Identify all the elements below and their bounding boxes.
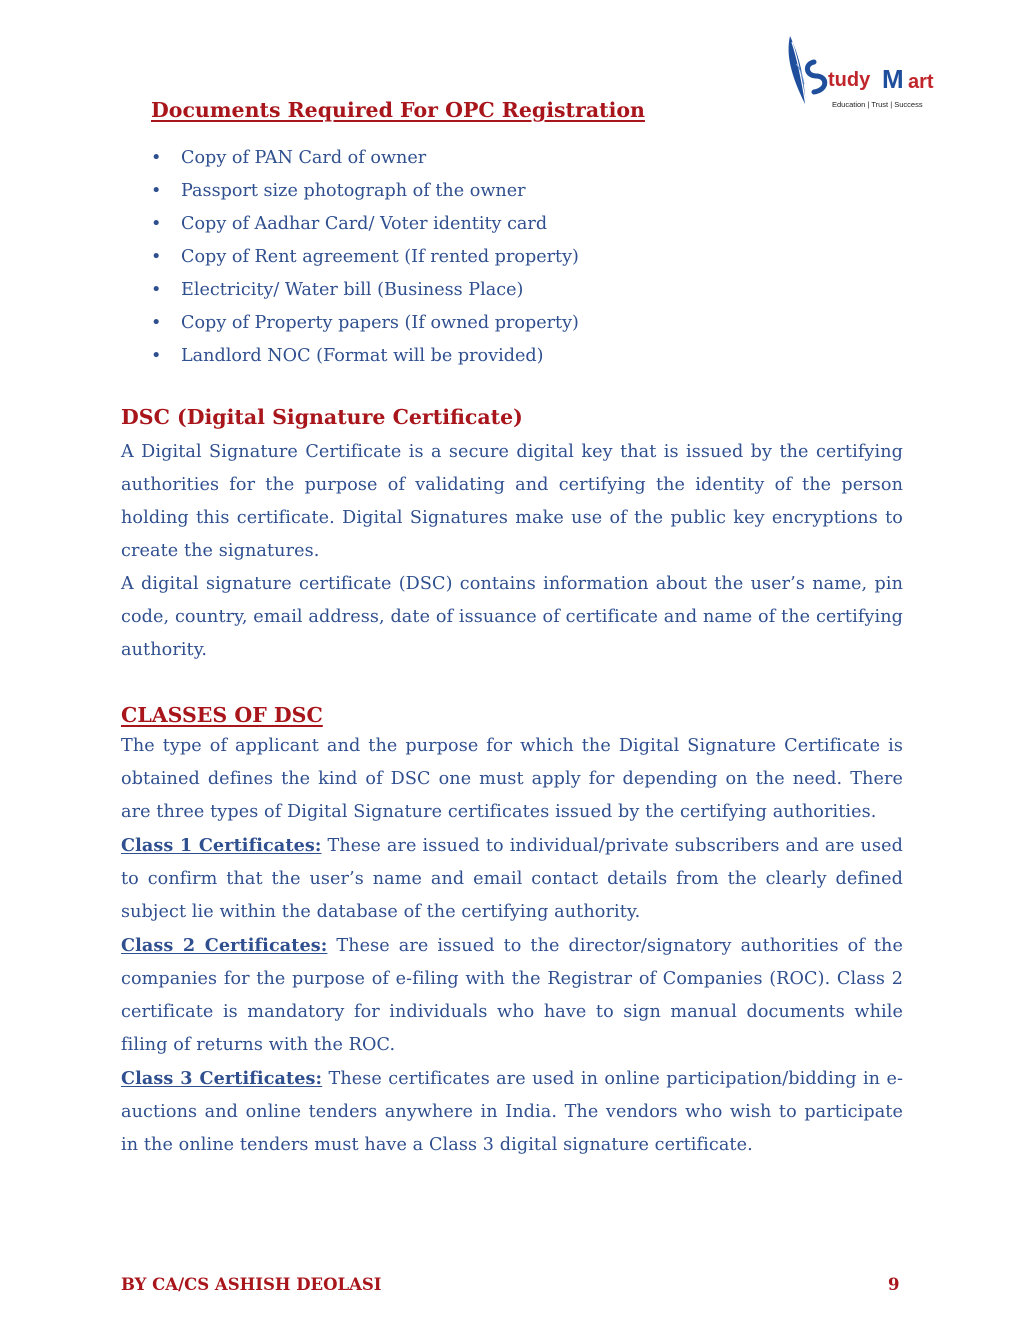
documents-heading: Documents Required For OPC Registration [151,98,645,122]
bullet-icon: • [151,214,162,234]
class-3-text: These certificates are used in online participation/bidding in e-auctions and online tenders anywhere in India. The vendors who wish to participate in the online tenders must have a Class 3 digital signature certificate. [121,1069,904,1155]
list-item-text: Passport size photograph of the owner [181,181,526,201]
list-item-text: Copy of PAN Card of owner [181,148,427,168]
list-item-text: Landlord NOC (Format will be provided) [181,346,544,366]
list-item-text: Electricity/ Water bill (Business Place) [181,280,524,300]
class-2-paragraph [121,929,903,1062]
bullet-icon: • [151,247,162,267]
list-item [151,175,851,208]
list-item-text: Copy of Rent agreement (If rented property) [181,247,579,267]
list-item-text: Copy of Property papers (If owned property) [181,313,579,333]
logo-brand-m: M [882,64,904,94]
classes-intro: The type of applicant and the purpose for which the Digital Signature Certificate is obtained defines the kind of DSC one must apply for depending on the need. There are three types of Digital Signature certificates issued by the certifying authorities. [121,736,903,822]
list-item [151,274,851,307]
bullet-icon: • [151,346,162,366]
quill-feather-icon [789,36,806,106]
logo-tagline: Education | Trust | Success [832,100,923,109]
class-1-label: Class 1 Certificates: [121,835,322,856]
list-item [151,307,851,340]
bullet-icon: • [151,148,162,168]
dsc-section [121,402,903,667]
class-1-text: These are issued to individual/private subscribers and are used to confirm that the user’s name and email contact details from the clearly defined subject lie within the database of the certifying authority. [121,836,903,922]
study-mart-logo [784,34,964,114]
classes-section [121,700,903,1162]
page-number: 9 [888,1275,900,1294]
class-2-label: Class 2 Certificates: [121,935,328,956]
list-item [151,142,851,175]
documents-list [151,142,851,373]
list-item [151,208,851,241]
dsc-paragraph-1: A Digital Signature Certificate is a secure digital key that is issued by the certifying authorities for the purpose of validating and certifying the identity of the person holding this certificate. Digital Signatures make use of the public key encryptions to create the signatures. [121,442,903,561]
bullet-icon: • [151,313,162,333]
dsc-title: DSC (Digital Signature Certificate) [121,405,523,429]
bullet-icon: • [151,280,162,300]
class-3-paragraph [121,1062,903,1162]
list-item-text: Copy of Aadhar Card/ Voter identity card [181,214,548,234]
footer-author: BY CA/CS ASHISH DEOLASI [121,1275,382,1294]
class-3-label: Class 3 Certificates: [121,1068,323,1089]
class-1-paragraph [121,829,903,929]
bullet-icon: • [151,181,162,201]
logo-brand-tudy: tudy [828,69,871,91]
dsc-paragraph-2: A digital signature certificate (DSC) contains information about the user’s name, pin code, country, email address, date of issuance of certificate and name of the certifying authority. [121,574,903,660]
logo-brand-art: art [908,71,934,93]
list-item [151,241,851,274]
classes-title: CLASSES OF DSC [121,703,323,727]
list-item [151,340,851,373]
class-2-text: These are issued to the director/signatory authorities of the companies for the purpose of e-filing with the Registrar of Companies (ROC). Class 2 certificate is mandatory for individuals who have to sign manual documents while filing of returns with the ROC. [121,936,903,1055]
